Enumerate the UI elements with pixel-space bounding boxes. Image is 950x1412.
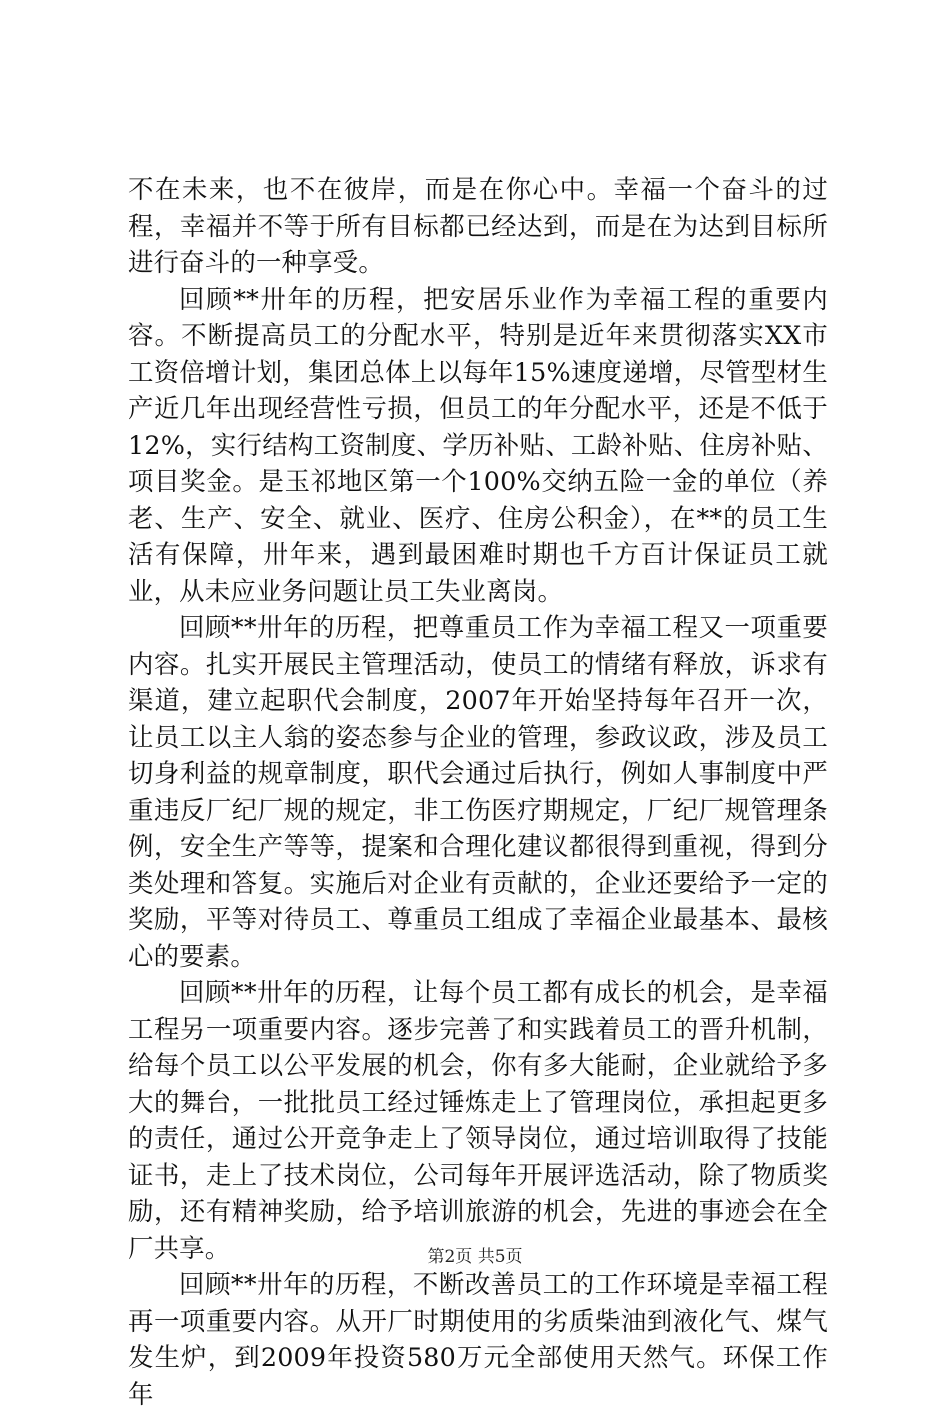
paragraph-housing-welfare: 回顾**卅年的历程，把安居乐业作为幸福工程的重要内容。不断提高员工的分配水平，特别是近年来贯彻落实XX市工资倍增计划，集团总体上以每年15%速度递增，尽管型材生产近几年出现经营性亏损，但员工的年分配水平，还是不低于12%，实行结构工资制度、学历补贴、工龄补贴、住房补贴、项目奖金。是玉祁地区第一个100%交纳五险一金的单位（养老、生产、安全、就业、医疗、住房公积金），在**的员工生活有保障，卅年来，遇到最困难时期也千方百计保证员工就业，从未应业务问题让员工失业离岗。: [128, 283, 828, 606]
page-number-footer: 第2页 共5页: [427, 1247, 523, 1267]
paragraph-respect-employees: 回顾**卅年的历程，把尊重员工作为幸福工程又一项重要内容。扎实开展民主管理活动，使员工的情绪有释放，诉求有渠道，建立起职代会制度，2007年开始坚持每年召开一次，让员工以主人翁的姿态参与企业的管理，参政议政，涉及员工切身利益的规章制度，职代会通过后执行，例如人事制度中严重违反厂纪厂规的规定，非工伤医疗期规定，厂纪厂规管理条例，安全生产等等，提案和合理化建议都很得到重视，得到分类处理和答复。实施后对企业有贡献的，企业还要给予一定的奖励，平等对待员工、尊重员工组成了幸福企业最基本、最核心的要素。: [128, 612, 828, 971]
paragraph-work-environment: 回顾**卅年的历程，不断改善员工的工作环境是幸福工程再一项重要内容。从开厂时期使用的劣质柴油到液化气、煤气发生炉，到2009年投资580万元全部使用天然气。环保工作年: [128, 1269, 828, 1409]
document-body: [128, 171, 828, 1412]
paragraph-growth-opportunity: 回顾**卅年的历程，让每个员工都有成长的机会，是幸福工程另一项重要内容。逐步完善了和实践着员工的晋升机制，给每个员工以公平发展的机会，你有多大能耐，企业就给予多大的舞台，一批批员工经过锤炼走上了管理岗位，承担起更多的责任，通过公开竞争走上了领导岗位，通过培训取得了技能证书，走上了技术岗位，公司每年开展评选活动，除了物质奖励，还有精神奖励，给予培训旅游的机会，先进的事迹会在全厂共享。: [128, 977, 828, 1263]
paragraph-continuation: 不在未来，也不在彼岸，而是在你心中。幸福一个奋斗的过程，幸福并不等于所有目标都已经达到，而是在为达到目标所进行奋斗的一种享受。: [128, 174, 828, 277]
